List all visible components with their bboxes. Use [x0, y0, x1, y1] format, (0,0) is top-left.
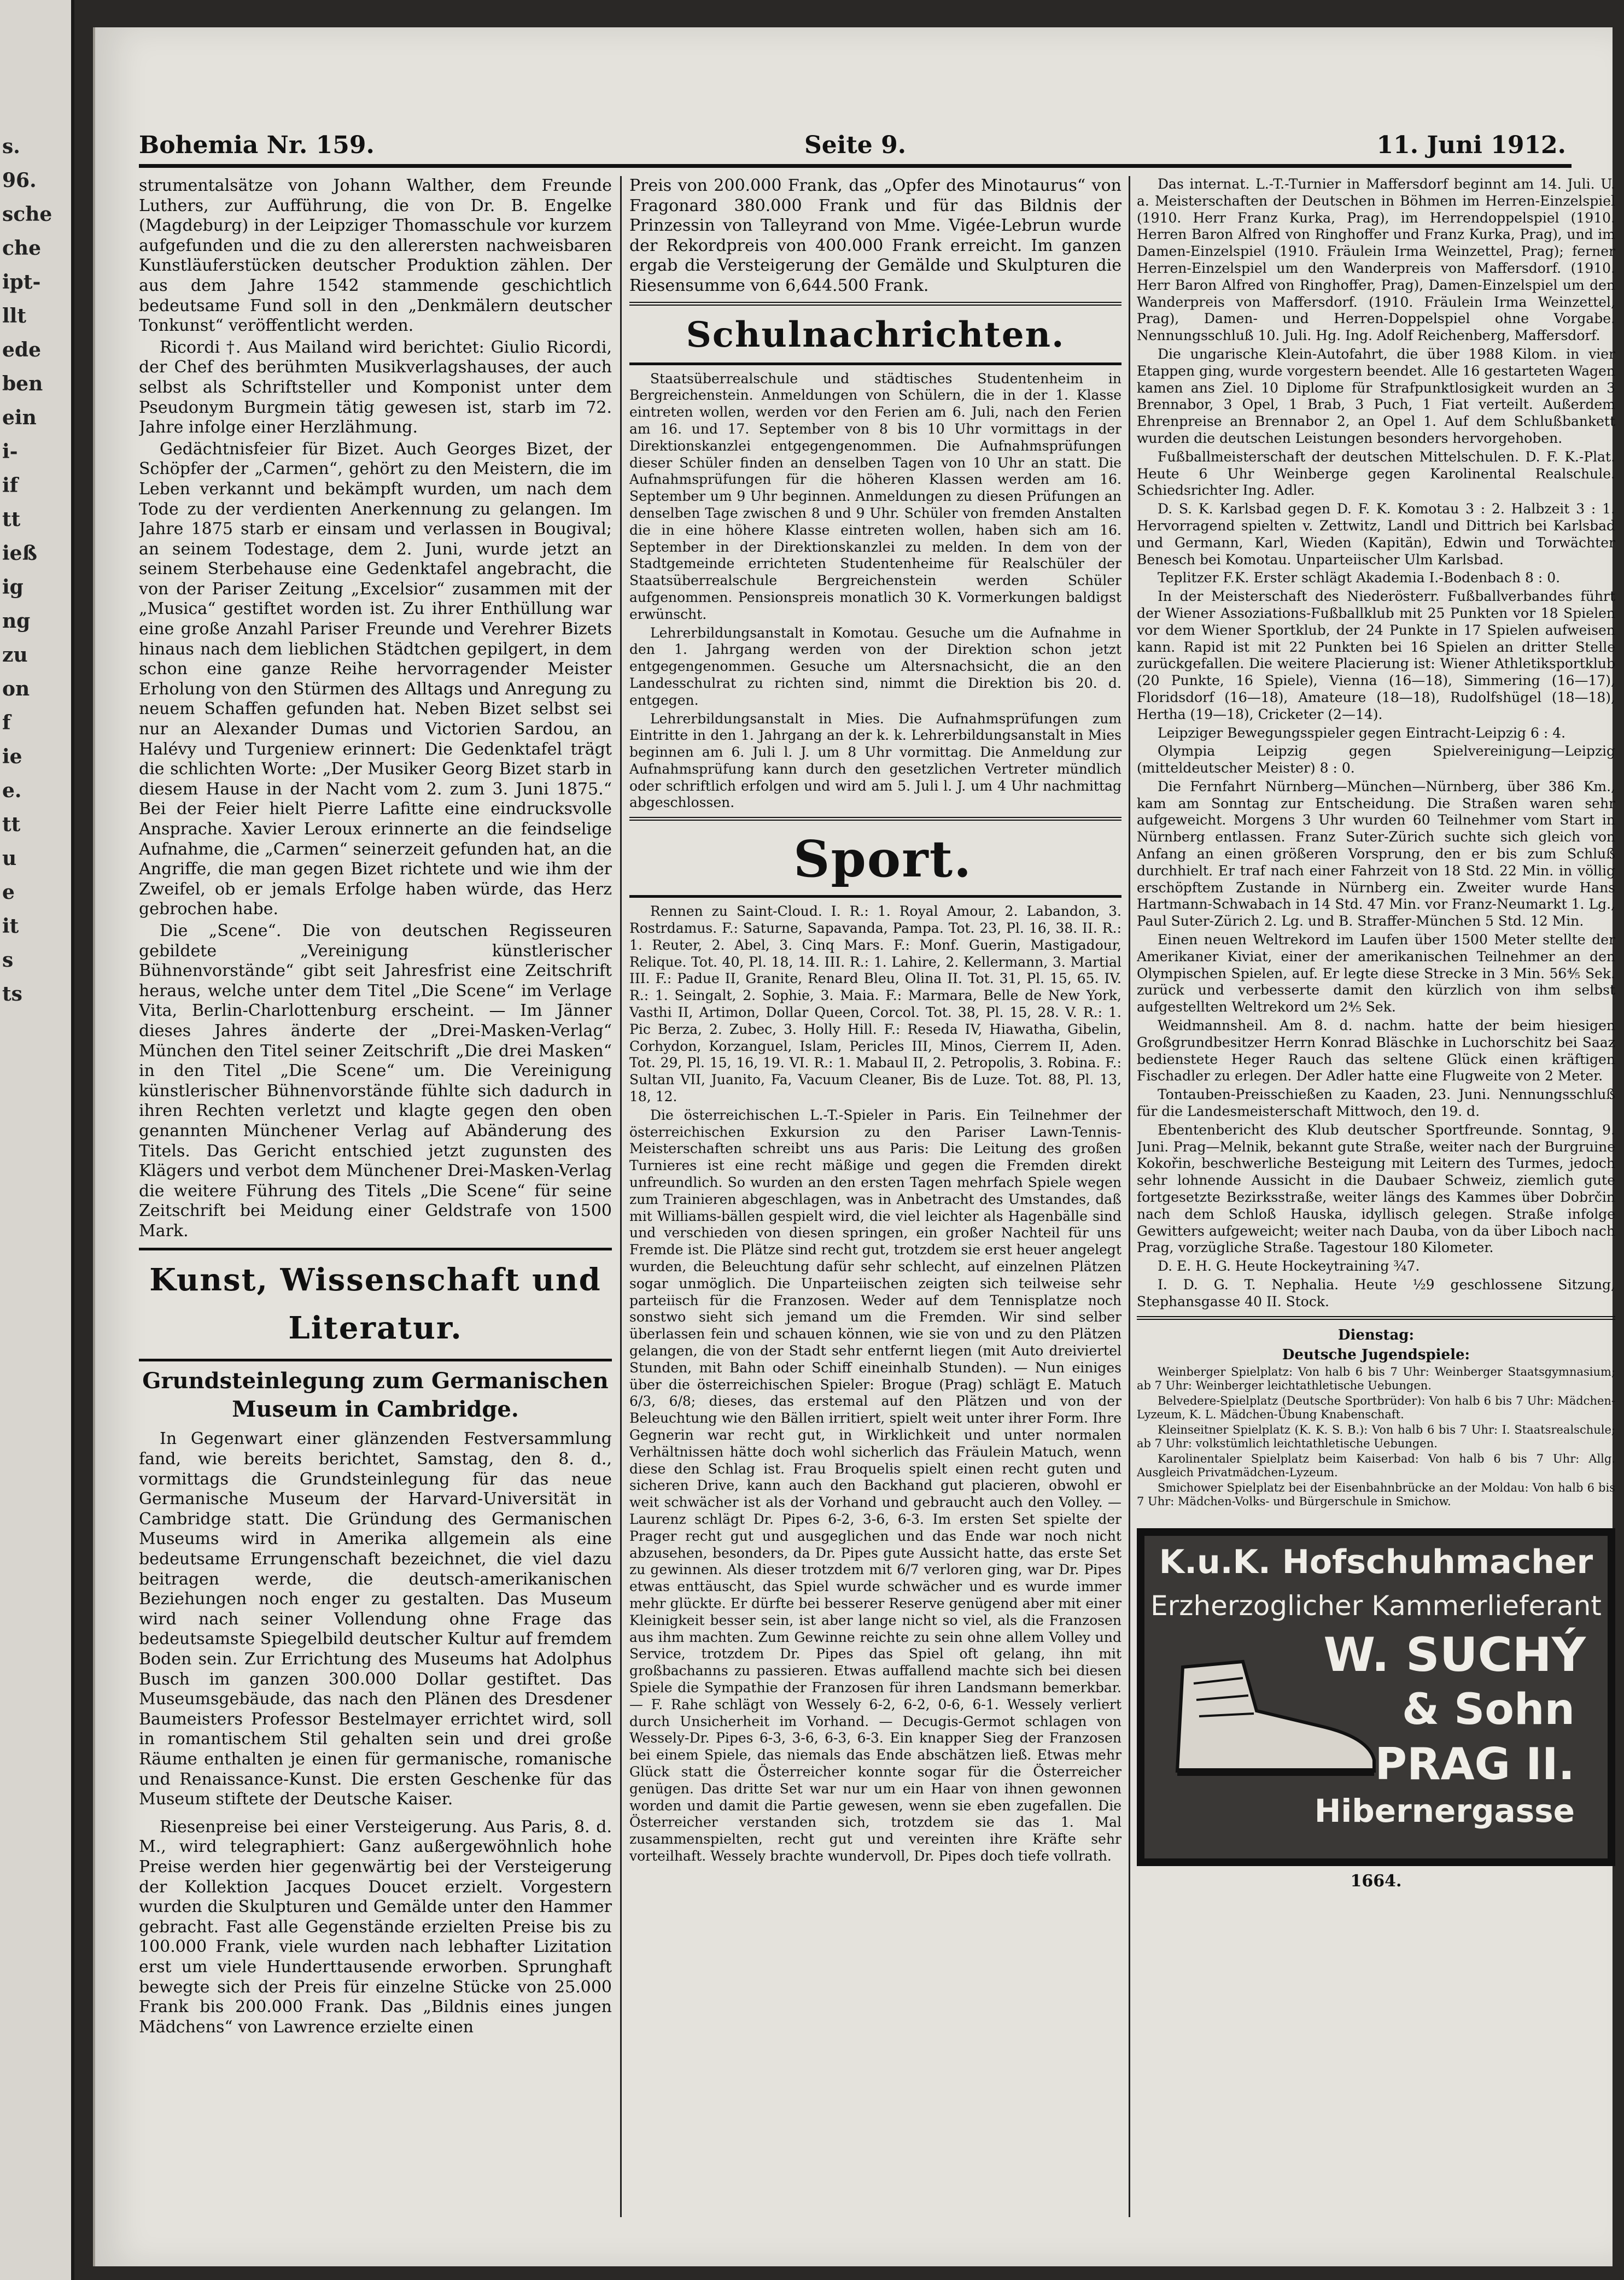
previous-page-fragment: e [2, 881, 15, 904]
section-divider [629, 817, 1121, 821]
article-paragraph: Lehrerbildungsanstalt in Mies. Die Aufnahmsprüfungen zum Eintritte in den 1. Jahrgang an der k. k. Lehrerbildungsanstalt in Mies beginnen am 6. Juli l. J. um 8 Uhr vormittag. Die Anmeldung zur Aufnahmsprüfung kann durch den gesetzlichen Vertreter mündlich oder schriftlich erfolgen und wird am 5. Juli l. J. um 4 Uhr nachmittag abgeschlossen. [629, 710, 1121, 811]
article-paragraph: Das internat. L.-T.-Turnier in Maffersdorf beginnt am 14. Juli. U. a. Meisterschaften der Deutschen in Böhmen im Herren-Einzelspiel (1910. Herr Franz Kurka, Prag), im Herrendoppelspiel (1910. Herren Baron Alfred von Ringhoffer und Franz Kurka, Prag), und im Damen-Einzelspiel (1910. Fräulein Irma Weinzettel, Prag); ferner Herren-Einzelspiel um den Wanderpreis von Maffersdorf. (1910. Herr Baron Alfred von Ringhoffer, Prag), Damen-Einzelspiel um den Wanderpreis von Maffersdorf. (1910. Fräulein Irma Weinzettel, Prag), Damen- und Herren-Doppelspiel ohne Vorgabe. Nennungsschluß 10. Juli. Hg. Ing. Adolf Reichenberg, Maffersdorf. [1137, 176, 1615, 344]
ad-line-hibernergasse: Hibernergasse [1314, 1792, 1575, 1829]
article-title-museum: Grundsteinlegung zum Germanischen Museum in Cambridge. [142, 1368, 609, 1423]
previous-page-fragment: u [2, 847, 17, 870]
ad-line-sohn: & Sohn [1402, 1685, 1575, 1734]
article-paragraph: Weidmannsheil. Am 8. d. nachm. hatte der beim hiesigen Großgrundbesitzer Herrn Konrad Bläschke in Luchorschitz bei Saaz bedienstete Heger Rauch das seltene Glück einen kräftigen Fischadler zu erlegen. Der Adler hatte eine Flugweite von 2 Meter. [1137, 1018, 1615, 1084]
previous-page-fragment: if [2, 474, 19, 497]
column-rule-2 [1129, 176, 1130, 2217]
previous-page-fragment: ede [2, 338, 41, 361]
previous-page-fragment: ben [2, 372, 43, 395]
previous-page-fragment: che [2, 237, 41, 260]
header-page-number: Seite 9. [804, 131, 907, 159]
schedule-item: Smichower Spielplatz bei der Eisenbahnbrücke an der Moldau: Von halb 6 bis 7 Uhr: Mädchen-Volks- und Bürgerschule in Smichow. [1137, 1481, 1615, 1508]
article-paragraph: Tontauben-Preisschießen zu Kaaden, 23. Juni. Nennungsschluß für die Landesmeisterschaft Mittwoch, den 19. d. [1137, 1086, 1615, 1120]
article-paragraph: Preis von 200.000 Frank, das „Opfer des Minotaurus“ von Fragonard 380.000 Frank und für das Bildnis der Prinzessin von Talleyrand von Mme. Vigée-Lebrun wurde der Rekordpreis von 400.000 Frank erreicht. Im ganzen ergab die Versteigerung der Gemälde und Skulpturen die Riesensumme von 6,644.500 Frank. [629, 176, 1121, 295]
article-paragraph: I. D. G. T. Nephalia. Heute ½9 geschlossene Sitzung, Stephansgasse 40 II. Stock. [1137, 1277, 1615, 1309]
article-paragraph: D. S. K. Karlsbad gegen D. F. K. Komotau 3 : 2. Halbzeit 3 : 1. Hervorragend spielten v. Zettwitz, Landl und Dittrich bei Karlsbad und Germann, Karl, Wieden (Kapitän), Edwin und Torwächter Benesch bei Komotau. Unparteiischer Ulm Karlsbad. [1137, 501, 1615, 568]
column-rule-1 [620, 176, 622, 2217]
article-paragraph: In der Meisterschaft des Niederösterr. Fußballverbandes führt der Wiener Assoziations-Fußballklub mit 25 Punkten vor 18 Spielen vor dem Wiener Sportklub, der 24 Punkte in 17 Spielen aufweisen kann. Rapid ist mit 22 Punkten bei 16 Spielen an dritter Stelle zurückgefallen. Die weitere Placierung ist: Wiener Athletiksportklub (20 Punkte, 16 Spiele), Vienna (16—18), Simmering (16—17), Floridsdorf (16—18), Amateure (18—18), Rudolfshügel (18—18), Hertha (19—18), Cricketer (2—14). [1137, 588, 1615, 722]
article-paragraph: Die „Scene“. Die von deutschen Regisseuren gebildete „Vereinigung künstlerischer Bühnenvorstände“ gibt seit Jahresfrist eine Zeitschrift heraus, welche unter dem Titel „Die Scene“ im Verlage Vita, Berlin-Charlottenburg erscheint. — Im Jänner dieses Jahres änderte der „Drei-Masken-Verlag“ München den Titel seiner Zeitschrift „Die drei Masken“ in den Titel „Die Scene“ um. Die Vereinigung künstlerischer Bühnenvorstände fühlte sich dadurch in ihren Rechten verletzt und klagte gegen den oben genannten Münchener Verlag auf Abänderung des Titels. Das Gericht entschied jetzt zugunsten des Klägers und verbot dem Münchener Drei-Masken-Verlag die weitere Führung des Titels „Die Scene“ für seine Zeitschrift bei Meidung einer Geldstrafe von 1500 Mark. [139, 921, 612, 1241]
ad-line-suchy: W. SUCHÝ [1323, 1627, 1586, 1682]
column-2 [629, 176, 1121, 2217]
article-paragraph: strumentalsätze von Johann Walther, dem Freunde Luthers, zur Aufführung, die von Dr. B. Engelke (Magdeburg) in der Leipziger Thomasschule vor kurzem aufgefunden und die zu den allerersten nachweisbaren Kunstläuferstücken deutscher Produktion zählen. Der aus dem Jahre 1542 stammende geschichtlich bedeutsame Fund soll in den „Denkmälern deutscher Tonkunst“ veröffentlicht werden. [139, 176, 612, 336]
previous-page-fragment: ig [2, 576, 24, 599]
newspaper-page [93, 27, 1613, 2266]
header-publication: Bohemia Nr. 159. [139, 131, 375, 159]
schedule-item: Karolinentaler Spielplatz beim Kaiserbad: Von halb 6 bis 7 Uhr: Allg. Ausgleich Privatmädchen-Lyzeum. [1137, 1452, 1615, 1479]
previous-page-fragment: ein [2, 406, 37, 429]
article-paragraph: Die ungarische Klein-Autofahrt, die über 1988 Kilom. in vier Etappen ging, wurde vorgestern beendet. Alle 16 gestarteten Wagen kamen ans Ziel. 10 Diplome für Strafpunktlosigkeit wurden an 3 Brennabor, 3 Opel, 1 Brab, 3 Puch, 1 Fiat verteilt. Außerdem Ehrenpreise an Brennabor 2, an Opel 1. Auf dem Schlußbankett wurden die deutschen Leistungen besonders hervorgehoben. [1137, 346, 1615, 446]
ad-line-prag: PRAG II. [1375, 1738, 1575, 1790]
section-title-sport: Sport. [793, 829, 973, 889]
ad-line-kammerlieferant: Erzherzoglicher Kammerlieferant [1150, 1589, 1602, 1622]
ad-line-hofschuhmacher: K.u.K. Hofschuhmacher [1159, 1542, 1593, 1581]
article-paragraph: Leipziger Bewegungsspieler gegen Eintracht-Leipzig 6 : 4. [1158, 724, 1566, 741]
section-divider [629, 363, 1121, 365]
previous-page-fragment: ts [2, 983, 22, 1005]
section-divider [629, 895, 1121, 898]
previous-page-fragment: on [2, 677, 30, 700]
dienstag-subtitle: Deutsche Jugendspiele: [1282, 1347, 1470, 1364]
page-header [139, 115, 1572, 168]
schedule-item: Kleinseitner Spielplatz (K. K. S. B.): Von halb 6 bis 7 Uhr: I. Staatsrealschule; ab 7 Uhr: volkstümlich leichtathletische Uebungen. [1137, 1423, 1615, 1450]
article-paragraph: In Gegenwart einer glänzenden Festversammlung fand, wie bereits berichtet, Samstag, den 8. d., vormittags die Grundsteinlegung für das neue Germanische Museum der Harvard-Universität in Cambridge statt. Die Gründung des Germanischen Museums wird in Amerika allgemein als eine bedeutsame Errungenschaft bezeichnet, die viel dazu beitragen werde, die deutsch-amerikanischen Beziehungen noch enger zu gestalten. Das Museum wird nach seiner Vollendung ohne Frage das bedeutsamste Spiegelbild deutscher Kultur auf fremdem Boden sein. Zur Errichtung des Museums hat Adolphus Busch im ganzen 300.000 Dollar gestiftet. Das Museumsgebäude, das nach den Plänen des Dresdener Baumeisters Professor Bestelmayer errichtet wird, soll in romantischem Stil gehalten sein und drei große Räume enthalten je einen für germanische, romanische und Renaissance-Kunst. Die ersten Geschenke für das Museum stiftete der Deutsche Kaiser. [139, 1429, 612, 1809]
article-paragraph: Fußballmeisterschaft der deutschen Mittelschulen. D. F. K.-Plat. Heute 6 Uhr Weinberge gegen Karolinental Realschule. Schiedsrichter Ing. Adler. [1137, 448, 1615, 499]
article-paragraph: Riesenpreise bei einer Versteigerung. Aus Paris, 8. d. M., wird telegraphiert: Ganz außergewöhnlich hohe Preise werden hier gegenwärtig bei der Versteigerung der Kollektion Jacques Doucet erzielt. Vorgestern wurden die Skulpturen und Gemälde unter den Hammer gebracht. Fast alle Gegenstände erzielten Preise bis zu 100.000 Frank, viele wurden nach lebhafter Lizitation erst um viele Hunderttausende erworben. Sprunghaft bewegte sich der Preis für einzelne Stücke von 25.000 Frank bis 200.000 Frank. Das „Bildnis eines jungen Mädchens“ von Lawrence erzielte einen [139, 1817, 612, 2037]
section-divider [139, 1248, 612, 1250]
previous-page-fragment: ieß [2, 542, 37, 565]
article-paragraph: Rennen zu Saint-Cloud. I. R.: 1. Royal Amour, 2. Labandon, 3. Rostrdamus. F.: Saturne, Sapavanda, Pampa. Tot. 23, Pl. 16, 38. II. R.: 1. Reuter, 2. Abel, 3. Cinq Mars. F.: Monf. Guerin, Mastigadour, Relique. Tot. 40, Pl. 18, 14. III. R.: 1. Lahire, 2. Kellermann, 3. Martial III. F.: Padue II, Granite, Renard Bleu, Olina II. Tot. 31, Pl. 15, 65. IV. R.: 1. Seingalt, 2. Sophie, 3. Maia. F.: Marmara, Belle de New York, Vasthi II, Artimon, Dollar Queen, Corcol. Tot. 38, Pl. 15, 28. V. R.: 1. Pic Berza, 2. Zubec, 3. Holly Hill. F.: Reseda IV, Hiawatha, Gibelin, Corhydon, Korzanguel, Islam, Pericles III, Minos, Cierrem II, Aden. Tot. 29, Pl. 15, 16, 19. VI. R.: 1. Mabaul II, 2. Petropolis, 3. Robina. F.: Sultan VII, Juanito, Fa, Vacuum Cleaner, Bis de Luze. Tot. 88, Pl. 13, 18, 12. [629, 903, 1121, 1105]
previous-page-fragment: tt [2, 813, 21, 836]
previous-page-fragment: sche [2, 203, 52, 226]
section-divider [1137, 1316, 1615, 1320]
previous-page-fragment: it [2, 915, 19, 938]
article-paragraph: Einen neuen Weltrekord im Laufen über 1500 Meter stellte der Amerikaner Kiviat, einer der amerikanischen Teilnehmer an den Olympischen Spielen, auf. Er legte diese Strecke in 3 Min. 56⅘ Sek. zurück und verbesserte damit den kürzlich von ihm selbst aufgestellten Weltrekord um 2⅘ Sek. [1137, 932, 1615, 1015]
article-paragraph: Gedächtnisfeier für Bizet. Auch Georges Bizet, der Schöpfer der „Carmen“, gehört zu den Meistern, die im Leben verkannt und bekämpft wurden, um nach dem Tode zu der verdienten Anerkennung zu gelangen. Im Jahre 1875 starb er einsam und verlassen in Bougival; an seinem Todestage, dem 2. Juni, wurde jetzt an seinem Sterbehause eine Gedenktafel angebracht, die von der Pariser Zeitung „Excelsior“ zusammen mit der „Musica“ gestiftet worden ist. Zu ihrer Enthüllung war eine große Anzahl Pariser Freunde und Verehrer Bizets hinaus nach dem lieblichen Städtchen gepilgert, in dem schon eine ganze Reihe hervorragender Meister Erholung von den Stürmen des Alltags und Anregung zu neuem Schaffen gefunden hat. Neben Bizet selbst sei nur an Alexander Dumas und Victorien Sardou, an Halévy und Turgeniew erinnert: Die Gedenktafel trägt die schlichten Worte: „Der Musiker Georg Bizet starb in diesem Hause in der Nacht vom 2. zum 3. Juni 1875.“ Bei der Feier hielt Pierre Lafitte eine eindrucksvolle Ansprache. Xavier Leroux erinnerte an die feindselige Aufnahme, die „Carmen“ seinerzeit gefunden hat, an die Angriffe, die man gegen Bizet richtete und wie ihm der Zweifel, ob er jemals Erfolge haben würde, das Herz gebrochen habe. [139, 439, 612, 919]
previous-page-edge [0, 0, 74, 2280]
column-1 [139, 176, 612, 2217]
previous-page-fragment: ie [2, 745, 22, 768]
previous-page-fragment: ipt- [2, 271, 41, 294]
previous-page-fragment: s [2, 949, 14, 972]
previous-page-fragment: 96. [2, 169, 37, 192]
section-title-kunst: Kunst, Wissenschaft und Literatur. [149, 1262, 601, 1347]
article-paragraph: D. E. H. G. Heute Hockeytraining ¾7. [1158, 1258, 1420, 1275]
schedule-item: Belvedere-Spielplatz (Deutsche Sportbrüder): Von halb 6 bis 7 Uhr: Mädchen-Lyzeum, K. L. Mädchen-Übung Knabenschaft. [1137, 1394, 1615, 1421]
section-divider [139, 1359, 612, 1361]
article-paragraph: Teplitzer F.K. Erster schlägt Akademia I.-Bodenbach 8 : 0. [1158, 570, 1561, 586]
section-divider [629, 302, 1121, 306]
column-3 [1137, 176, 1615, 2217]
shoemaker-advertisement [1137, 1528, 1615, 1866]
previous-page-fragment: tt [2, 508, 21, 531]
article-paragraph: Olympia Leipzig gegen Spielvereinigung—Leipzig (mitteldeutscher Meister) 8 : 0. [1137, 743, 1615, 776]
article-paragraph: Staatsüberrealschule und städtisches Studentenheim in Bergreichenstein. Anmeldungen von Schülern, die in der 1. Klasse eintreten wollen, werden vor den Ferien am 6. Juli, nach den Ferien am 16. und 17. September von 8 bis 10 Uhr vormittags in der Direktionskanzlei entgegengenommen. Die Aufnahmsprüfungen dieser Schüler finden an denselben Tagen von 10 Uhr an statt. Die Aufnahmsprüfungen für die höheren Klassen werden am 16. September um 9 Uhr beginnen. Anmeldungen zu diesen Prüfungen an denselben Tage zwischen 8 und 9 Uhr. Schüler von fremden Anstalten die in eine höhere Klasse eintreten wollen, haben sich am 16. September in der Direktionskanzlei zu melden. In dem von der Stadtgemeinde errichteten Studentenheime für Realschüler der Staatsüberrealschule Bergreichenstein werden Schüler aufgenommen. Pensionspreis monatlich 30 K. Vormerkungen baldigst erwünscht. [629, 370, 1121, 622]
section-title-schulnachrichten: Schulnachrichten. [686, 314, 1065, 355]
dienstag-title: Dienstag: [1337, 1326, 1415, 1343]
previous-page-fragment: i- [2, 440, 18, 463]
previous-page-fragment: llt [2, 305, 26, 328]
article-paragraph: Die österreichischen L.-T.-Spieler in Paris. Ein Teilnehmer der österreichischen Exkursion zu den Pariser Lawn-Tennis-Meisterschaften schreibt uns aus Paris: Die Leitung des großen Turnieres ist eine recht mäßige und gegen die Fremden direkt unfreundlich. So wurden an den ersten Tagen mehrfach Spiele wegen zum Trainieren abgeschlagen, was in Anbetracht des Umstandes, daß mit Williams-bällen gespielt wird, die viel leichter als Hagenbälle sind und verschieden von diesen springen, ein großer Nachteil für uns Fremde ist. Die Plätze sind recht gut, trotzdem sie erst heuer angelegt wurden, die Beleuchtung dafür sehr schlecht, auf einzelnen Plätzen sogar unmöglich. Die Unparteiischen zeigten sich teilweise sehr parteiisch für die Franzosen. Weder auf dem Tennisplatze noch sonstwo sieht sich jemand um die Fremden. Wir sind selber überlassen fein und schauen können, wie sie von und zu den Plätzen gelangen, die von der Stadt sehr entfernt liegen (mit Auto dreiviertel Stunden, mit Bahn oder Schiff eineinhalb Stunden). — Nun einiges über die österreichischen Spieler: Brogue (Prag) schlägt E. Matuch 6/3, 6/8; dieses, das erstemal auf den Plätzen und von der Beleuchtung wie den Bällen irritiert, spielt weit unter ihrer Form. Ihre Gegnerin war recht gut, in Wirklichkeit und unter normalen Verhältnissen hätte doch wohl sicherlich das Fräulein Matuch, wenn diese den Schlag ist. Frau Broquelis spielt einen recht guten und sicheren Drive, kann auch den Backhand gut placieren, obwohl er weit schwächer ist als der Vorhand und gebraucht auch den Volley. — Laurenz schlägt Dr. Pipes 6-2, 3-6, 6-3. Im ersten Set spielte der Prager recht gut und ausgeglichen und das Ende war noch nicht abzusehen, besonders, da Dr. Pipes gute Aussicht hatte, das erste Set zu gewinnen. Als dieser trotzdem mit 6/7 verloren ging, war Dr. Pipes etwas enttäuscht, das Spiel wurde schwächer und es wurde immer mehr glückte. Er dürfte bei besserer Reserve genügend aber mit einer Kleinigkeit besser sein, ist aber lange nicht so viel, als die Franzosen aus ihm machten. Zum Gewinne reichte zu sein ohne allem Volley und Service, trotzdem Dr. Pipes das Spiel oft gelang, ihn mit großbachanns zu passieren. Etwas auffallend machte sich bei diesen Spiele die Sympathie der Franzosen für ihren Landsmann bemerkbar. — F. Rahe schlägt von Wessely 6-2, 6-2, 0-6, 6-1. Wessely verliert durch Unsicherheit im Vorhand. — Decugis-Germot schlagen von Wessely-Dr. Pipes 6-3, 3-6, 6-3, 6-3. Ein knapper Sieg der Franzosen bei einem Spiele, das niemals das Ende abschätzen ließ. Etwas mehr Glück statt die Österreicher konnte sogar für die Österreicher genügen. Das dritte Set war nur um ein Haar von ihnen gewonnen worden und damit die Partie gewesen, wenn sie eben zugefallen. Die Österreicher verstanden sich, trotzdem sie das 1. Mal zusammenspielten, recht gut und vereinten ihre Kräfte sehr vorteilhaft. Wessely brachte wundervoll, Dr. Pipes doch tiefe vollrath. [629, 1107, 1121, 1864]
previous-page-fragment: zu [2, 644, 28, 667]
previous-page-fragment: f [2, 711, 11, 734]
schedule-item: Weinberger Spielplatz: Von halb 6 bis 7 Uhr: Weinberger Staatsgymnasium; ab 7 Uhr: Weinberger leichtathletische Uebungen. [1137, 1365, 1615, 1392]
previous-page-fragment: s. [2, 135, 20, 158]
article-paragraph: Lehrerbildungsanstalt in Komotau. Gesuche um die Aufnahme in den 1. Jahrgang werden von der Direktion schon jetzt entgegengenommen. Gesuche um Altersnachsicht, die an den Landesschulrat zu richten sind, nimmt die Direktion bis 20. d. entgegen. [629, 624, 1121, 708]
previous-page-fragment: ng [2, 610, 31, 633]
article-paragraph: Ricordi †. Aus Mailand wird berichtet: Giulio Ricordi, der Chef des berühmten Musikverlagshauses, der auch selbst als Schriftsteller und Komponist unter dem Pseudonym Burgmein tätig gewesen ist, starb im 72. Jahre infolge einer Herzlähmung. [139, 337, 612, 437]
article-paragraph: Ebentenbericht des Klub deutscher Sportfreunde. Sonntag, 9. Juni. Prag—Melnik, bekannt gute Straße, weiter nach der Burgruine Kokořin, beschwerliche Besteigung mit Leitern des Turmes, jedoch sehr lohnende Aussicht in die Daubaer Schweiz, ziemlich gute fortgesetzte Bezirksstraße, weiter längs des Kammes über Dobrčin nach dem Schloß Hauska, idyllisch gelegen. Straße infolge Gewitters aufgeweicht; weiter nach Dauba, von da über Liboch nach Prag, vorzügliche Straße. Tagestour 180 Kilometer. [1137, 1121, 1615, 1256]
article-paragraph: Die Fernfahrt Nürnberg—München—Nürnberg, über 386 Km., kam am Sonntag zur Entscheidung. Die Straßen waren sehr aufgeweicht. Morgens 3 Uhr wurden 60 Teilnehmer vom Start in Nürnberg entlassen. Franz Suter-Zürich suchte sich gleich von Anfang an einen größeren Vorsprung, den er bis zum Schluß durchhielt. Er traf nach einer Fahrzeit von 18 Std. 22 Min. in völlig erschöpftem Zustande in Nürnberg ein. Zweiter wurde Hans Hartmann-Schwabach in 14 Std. 47 Min. vor Franz-Neumarkt 1. Lg., Paul Suter-Zürich 2. Lg. und B. Straffer-München 5 Std. 12 Min. [1137, 778, 1615, 929]
ad-number: 1664. [1350, 1871, 1402, 1891]
previous-page-fragment: e. [2, 779, 22, 802]
header-date: 11. Juni 1912. [1376, 131, 1566, 159]
